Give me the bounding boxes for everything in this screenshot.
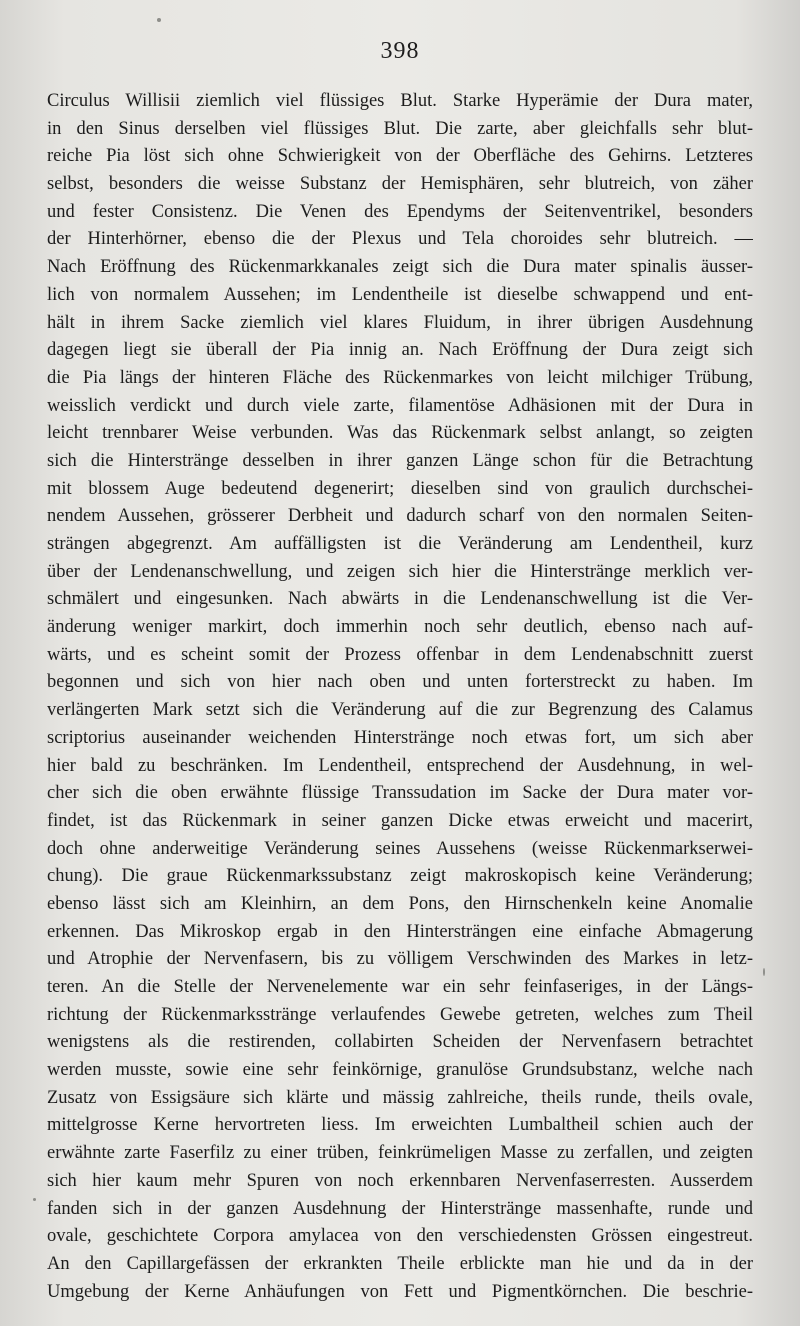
text-line: Nach Eröffnung des Rückenmarkkanales zeigt sich die Dura mater spinalis äusser- bbox=[47, 257, 753, 278]
text-line: erkennen. Das Mikroskop ergab in den Hintersträngen eine einfache Abmagerung bbox=[47, 921, 753, 942]
text-line: lich von normalem Aussehen; im Lendentheile ist dieselbe schwappend und ent- bbox=[47, 284, 753, 305]
text-line: leicht trennbarer Weise verbunden. Was das Rückenmark selbst anlangt, so zeigten bbox=[47, 423, 753, 444]
text-line: nendem Aussehen, grösserer Derbheit und dadurch scharf von den normalen Seiten- bbox=[47, 506, 753, 527]
text-line: und fester Consistenz. Die Venen des Ependyms der Seitenventrikel, besonders bbox=[47, 201, 753, 222]
text-line: ovale, geschichtete Corpora amylacea von den verschiedensten Grössen eingestreut. bbox=[47, 1226, 753, 1247]
text-line: erwähnte zarte Faserfilz zu einer trüben, feinkrümeligen Masse zu zerfallen, und zeigten bbox=[47, 1143, 753, 1164]
text-line: änderung weniger markirt, doch immerhin noch sehr deutlich, ebenso nach auf- bbox=[47, 617, 753, 638]
text-line: hier bald zu beschränken. Im Lendentheil, entsprechend der Ausdehnung, in wel- bbox=[47, 755, 753, 776]
text-line: richtung der Rückenmarksstränge verlaufendes Gewebe getreten, welches zum Theil bbox=[47, 1004, 753, 1025]
paper-speck bbox=[157, 18, 161, 22]
text-line: sich die Hinterstränge desselben in ihrer ganzen Länge schon für die Betrachtung bbox=[47, 450, 753, 471]
text-line: selbst, besonders die weisse Substanz der Hemisphären, sehr blutreich, von zäher bbox=[47, 174, 753, 195]
body-text bbox=[47, 88, 753, 1306]
text-line: cher sich die oben erwähnte flüssige Transsudation im Sacke der Dura mater vor- bbox=[47, 783, 753, 804]
text-line: reiche Pia löst sich ohne Schwierigkeit von der Oberfläche des Gehirns. Letzteres bbox=[47, 146, 753, 167]
text-line: die Pia längs der hinteren Fläche des Rückenmarkes von leicht milchiger Trübung, bbox=[47, 367, 753, 388]
text-line: ebenso lässt sich am Kleinhirn, an dem Pons, den Hirnschenkeln keine Anomalie bbox=[47, 893, 753, 914]
text-line: verlängerten Mark setzt sich die Veränderung auf die zur Begrenzung des Calamus bbox=[47, 700, 753, 721]
text-line: schmälert und eingesunken. Nach abwärts in die Lendenanschwellung ist die Ver- bbox=[47, 589, 753, 610]
text-line: wärts, und es scheint somit der Prozess offenbar in dem Lendenabschnitt zuerst bbox=[47, 644, 753, 665]
text-line: der Hinterhörner, ebenso die der Plexus und Tela choroides sehr blutreich. — bbox=[47, 229, 753, 250]
text-line: chung). Die graue Rückenmarkssubstanz zeigt makroskopisch keine Veränderung; bbox=[47, 866, 753, 887]
text-line: Umgebung der Kerne Anhäufungen von Fett und Pigmentkörnchen. Die beschrie- bbox=[47, 1281, 753, 1302]
text-line: teren. An die Stelle der Nervenelemente war ein sehr feinfaseriges, in der Längs- bbox=[47, 977, 753, 997]
text-line: sich hier kaum mehr Spuren von noch erkennbaren Nervenfaserresten. Ausserdem bbox=[47, 1170, 753, 1191]
text-line: mittelgrosse Kerne hervortreten liess. Im erweichten Lumbaltheil schien auch der bbox=[47, 1115, 753, 1136]
text-line: über der Lendenanschwellung, und zeigen sich hier die Hinterstränge merklich ver- bbox=[47, 561, 753, 582]
text-line: begonnen und sich von hier nach oben und unten forterstreckt zu haben. Im bbox=[47, 672, 753, 693]
text-line: hält in ihrem Sacke ziemlich viel klares Fluidum, in ihrer übrigen Ausdehnung bbox=[47, 312, 753, 333]
text-line: wenigstens als die restirenden, collabirten Scheiden der Nervenfasern betrachtet bbox=[47, 1032, 753, 1053]
text-line: dagegen liegt sie überall der Pia innig an. Nach Eröffnung der Dura zeigt sich bbox=[47, 340, 753, 361]
text-line: in den Sinus derselben viel flüssiges Blut. Die zarte, aber gleichfalls sehr blut- bbox=[47, 118, 753, 139]
text-line: scriptorius auseinander weichenden Hinterstränge noch etwas fort, um sich aber bbox=[47, 727, 753, 748]
text-line: und Atrophie der Nervenfasern, bis zu völligem Verschwinden des Markes in letz- bbox=[47, 949, 753, 970]
text-line: werden musste, sowie eine sehr feinkörnige, granulöse Grundsubstanz, welche nach bbox=[47, 1060, 753, 1081]
text-line: fanden sich in der ganzen Ausdehnung der Hinterstränge massenhafte, runde und bbox=[47, 1198, 753, 1219]
paper-speck bbox=[763, 968, 765, 976]
text-line: doch ohne anderweitige Veränderung seines Aussehens (weisse Rückenmarkserwei- bbox=[47, 838, 753, 859]
text-line: Zusatz von Essigsäure sich klärte und mässig zahlreiche, theils runde, theils ovale, bbox=[47, 1087, 753, 1108]
text-line: strängen abgegrenzt. Am auffälligsten ist die Veränderung am Lendentheil, kurz bbox=[47, 534, 753, 554]
page-number: 398 bbox=[380, 38, 420, 64]
text-line: An den Capillargefässen der erkrankten Theile erblickte man hie und da in der bbox=[47, 1253, 753, 1274]
text-line: mit blossem Auge bedeutend degenerirt; dieselben sind von graulich durchschei- bbox=[47, 478, 753, 499]
text-line: findet, ist das Rückenmark in seiner ganzen Dicke etwas erweicht und macerirt, bbox=[47, 810, 753, 831]
text-line: Circulus Willisii ziemlich viel flüssiges Blut. Starke Hyperämie der Dura mater, bbox=[47, 91, 753, 111]
paper-speck bbox=[33, 1198, 36, 1201]
text-line: weisslich verdickt und durch viele zarte, filamentöse Adhäsionen mit der Dura in bbox=[47, 395, 753, 416]
